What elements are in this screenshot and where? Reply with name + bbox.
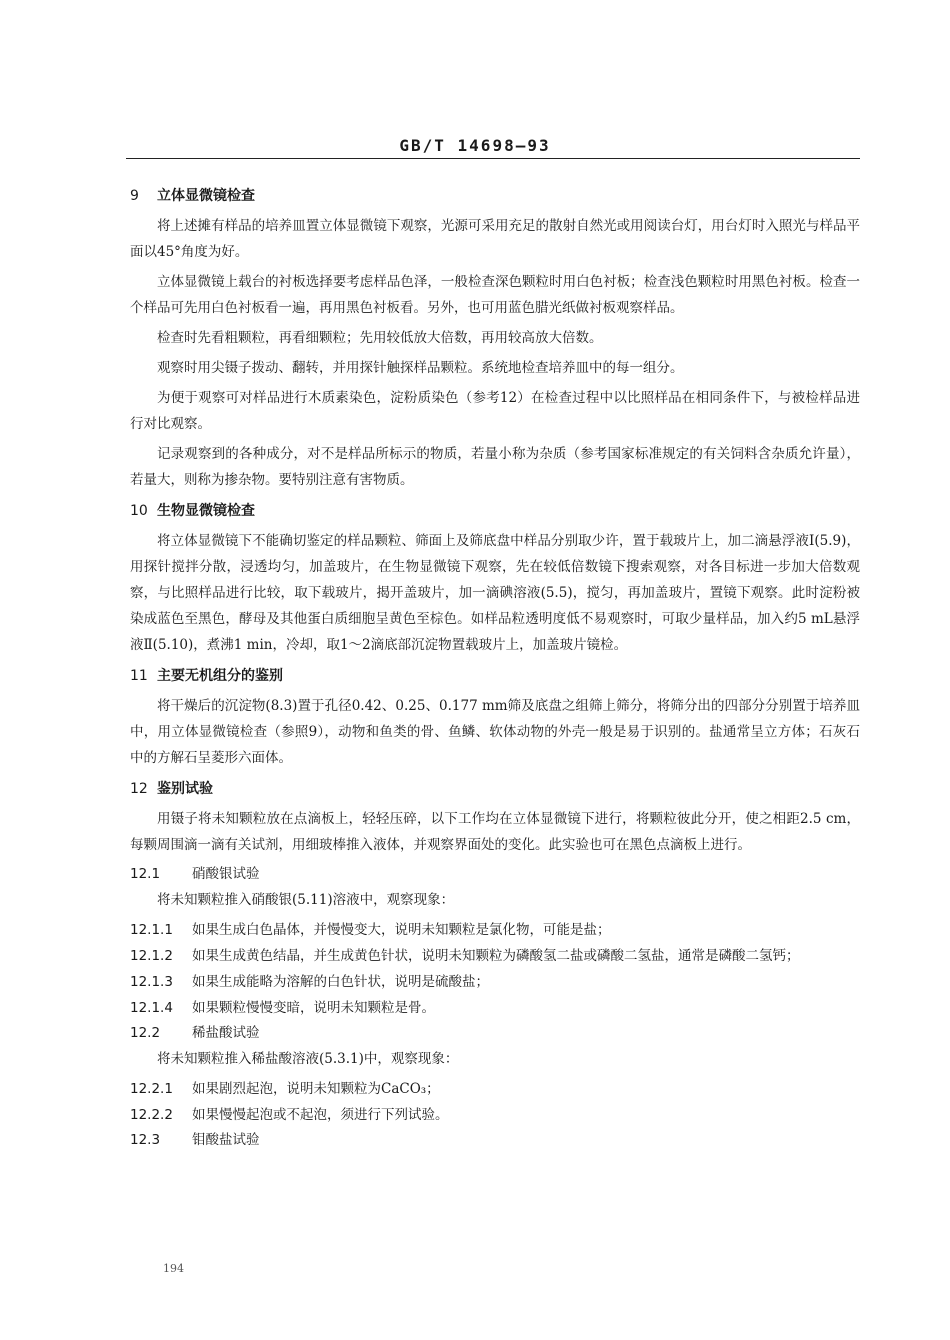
subsection-title: 钼酸盐试验 [192, 1132, 260, 1148]
section-number: 9 [130, 188, 139, 204]
section-number: 10 [130, 503, 148, 519]
paragraph: 将未知颗粒推入硝酸银(5.11)溶液中，观察现象： [157, 892, 455, 908]
section-title: 生物显微镜检查 [157, 503, 255, 519]
subsection-heading [130, 862, 860, 887]
list-item [130, 969, 860, 995]
section-title: 主要无机组分的鉴别 [157, 668, 283, 684]
list-item [130, 1076, 860, 1102]
item-number: 12.1.2 [130, 948, 173, 964]
section-title: 立体显微镜检查 [157, 188, 255, 204]
item-text: 如果颗粒慢慢变暗，说明未知颗粒是骨。 [192, 1000, 435, 1016]
paragraph: 用镊子将未知颗粒放在点滴板上，轻轻压碎，以下工作均在立体显微镜下进行，将颗粒彼此分开，使之相距2.5 cm，每颗周围滴一滴有关试剂，用细玻棒推入液体，并观察界面处的变化。此实验也可在黑色点滴板上进行。 [130, 811, 860, 853]
item-number: 12.2.2 [130, 1107, 173, 1123]
section-number: 11 [130, 668, 148, 684]
paragraph: 检查时先看粗颗粒，再看细颗粒；先用较低放大倍数，再用较高放大倍数。 [157, 330, 603, 346]
list-item [130, 995, 860, 1021]
standard-header: GB/T 14698—93 [399, 136, 551, 155]
item-number: 12.1.1 [130, 922, 173, 938]
item-number: 12.1.3 [130, 974, 173, 990]
section-heading [130, 184, 860, 208]
section-heading [130, 499, 860, 523]
subsection-number: 12.2 [130, 1025, 161, 1041]
section-heading [130, 664, 860, 688]
page-number: 194 [163, 1262, 184, 1275]
section-number: 12 [130, 781, 148, 797]
paragraph: 将未知颗粒推入稀盐酸溶液(5.3.1)中，观察现象： [157, 1051, 459, 1067]
item-text: 如果生成黄色结晶，并生成黄色针状，说明未知颗粒为磷酸氢二盐或磷酸二氢盐，通常是磷酸二氢钙； [192, 948, 800, 964]
subsection-number: 12.1 [130, 866, 161, 882]
paragraph: 将上述摊有样品的培养皿置立体显微镜下观察，光源可采用充足的散射自然光或用阅读台灯，用台灯时入照光与样品平面以45°角度为好。 [130, 218, 860, 260]
list-item [130, 917, 860, 943]
item-text: 如果慢慢起泡或不起泡，须进行下列试验。 [192, 1107, 449, 1123]
header-rule [126, 158, 860, 159]
item-text: 如果生成能略为溶解的白色针状，说明是硫酸盐； [192, 974, 489, 990]
section-heading [130, 777, 860, 801]
document-body [130, 178, 860, 1153]
item-number: 12.1.4 [130, 1000, 173, 1016]
paragraph: 立体显微镜上载台的衬板选择要考虑样品色泽，一般检查深色颗粒时用白色衬板；检查浅色颗粒时用黑色衬板。检查一个样品可先用白色衬板看一遍，再用黑色衬板看。另外，也可用蓝色腊光纸做衬板观察样品。 [130, 274, 860, 316]
subsection-title: 硝酸银试验 [192, 866, 260, 882]
subsection-number: 12.3 [130, 1132, 161, 1148]
subsection-heading [130, 1128, 860, 1153]
item-text: 如果剧烈起泡，说明未知颗粒为CaCO₃； [192, 1081, 440, 1097]
paragraph: 观察时用尖镊子拨动、翻转，并用探针触探样品颗粒。系统地检查培养皿中的每一组分。 [157, 360, 684, 376]
paragraph: 记录观察到的各种成分，对不是样品所标示的物质，若量小称为杂质（参考国家标准规定的有关饲料含杂质允许量），若量大，则称为掺杂物。要特别注意有害物质。 [130, 446, 860, 488]
paragraph: 将立体显微镜下不能确切鉴定的样品颗粒、筛面上及筛底盘中样品分别取少许，置于载玻片上，加二滴悬浮液Ⅰ(5.9)，用探针搅拌分散，浸透均匀，加盖玻片，在生物显微镜下观察，先在较低倍数镜下搜索观察，对各目标进一步加大倍数观察，与比照样品进行比较，取下载玻片，揭开盖玻片，加一滴碘溶液(5.5)，搅匀，再加盖玻片，置镜下观察。此时淀粉被染成蓝色至黑色，酵母及其他蛋白质细胞呈黄色至棕色。如样品粒透明度低不易观察时，可取少量样品，加入约5 mL悬浮液Ⅱ(5.10)，煮沸1 min，冷却，取1～2滴底部沉淀物置载玻片上，加盖玻片镜检。 [130, 533, 860, 653]
subsection-title: 稀盐酸试验 [192, 1025, 260, 1041]
item-number: 12.2.1 [130, 1081, 173, 1097]
list-item [130, 943, 860, 969]
list-item [130, 1102, 860, 1128]
section-title: 鉴别试验 [157, 781, 213, 797]
item-text: 如果生成白色晶体，并慢慢变大，说明未知颗粒是氯化物，可能是盐； [192, 922, 611, 938]
paragraph: 将干燥后的沉淀物(8.3)置于孔径0.42、0.25、0.177 mm筛及底盘之组筛上筛分，将筛分出的四部分分别置于培养皿中，用立体显微镜检查（参照9），动物和鱼类的骨、鱼鳞、软体动物的外壳一般是易于识别的。盐通常呈立方体；石灰石中的方解石呈菱形六面体。 [130, 698, 860, 766]
paragraph: 为便于观察可对样品进行木质素染色，淀粉质染色（参考12）在检查过程中以比照样品在相同条件下，与被检样品进行对比观察。 [130, 390, 860, 432]
subsection-heading [130, 1021, 860, 1046]
